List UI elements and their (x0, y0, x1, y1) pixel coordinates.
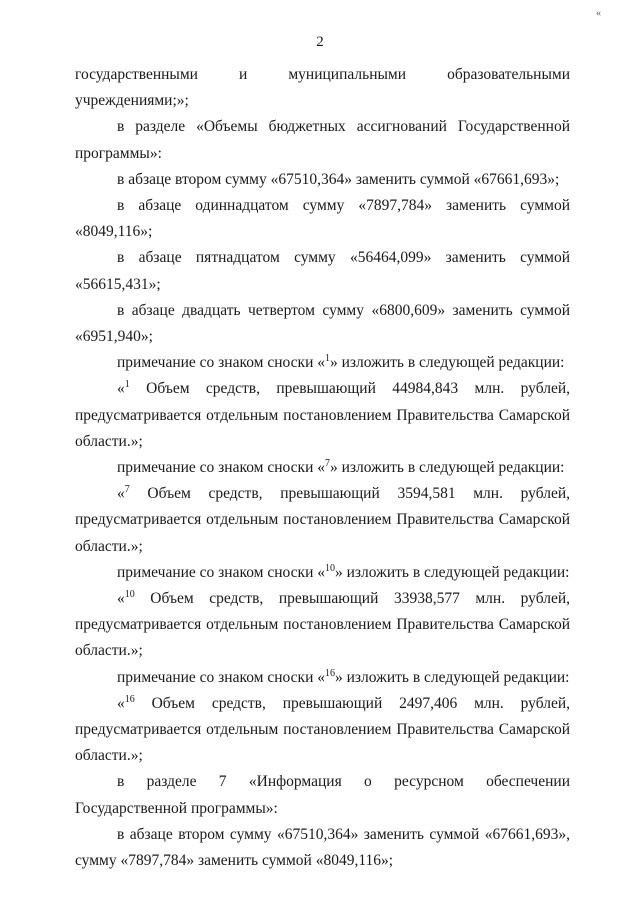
footnote-note-text: «$^1$ Объем средств, превышающий 44984,843 млн. рублей, предусматривается отдельным постановлением Правительства Самарской области.»; (75, 379, 570, 450)
paragraph-amendment: в абзаце двадцать четвертом сумму «6800,609» заменить суммой «6951,940»; (75, 301, 570, 346)
paragraph-amendment: в абзаце втором сумму «67510,364» заменить суммой «67661,693», сумму «7897,784» заменить суммой «8049,116»; (75, 825, 570, 870)
paragraph-amendment: в абзаце пятнадцатом сумму «56464,099» заменить суммой «56615,431»; (75, 249, 570, 293)
page-number: 2 (316, 34, 324, 50)
corner-mark: « (596, 8, 601, 19)
footnote-note-intro: примечание со знаком сноски «$^1$» изложить в следующей редакции: (117, 353, 565, 372)
paragraph-amendment: в абзаце втором сумму «67510,364» заменить суммой «67661,693»; (117, 170, 560, 188)
paragraph-continuation: государственными и муниципальными образовательными учреждениями;»; (75, 66, 570, 110)
footnote-note-intro: примечание со знаком сноски «$^7$» изложить в следующей редакции: (117, 457, 565, 477)
footnote-note-text: «$^{16}$ Объем средств, превышающий 2497,406 млн. рублей, предусматривается отдельным постановлением Правительства Самарской области.»; (75, 693, 570, 765)
footnote-note-intro: примечание со знаком сноски «$^{16}$» изложить в следующей редакции: (117, 667, 570, 686)
document-body (75, 62, 570, 874)
footnote-note-intro: примечание со знаком сноски «$^{10}$» изложить в следующей редакции: (117, 562, 570, 581)
paragraph-section-7: в разделе 7 «Информация о ресурсном обеспечении Государственной программы»: (75, 773, 570, 817)
footnote-note-text: «$^{10}$ Объем средств, превышающий 33938,577 млн. рублей, предусматривается отдельным постановлением Правительства Самарской области.»; (75, 588, 570, 660)
paragraph-amendment: в абзаце одиннадцатом сумму «7897,784» заменить суммой «8049,116»; (75, 197, 570, 241)
paragraph-section-volume: в разделе «Объемы бюджетных ассигнований Государственной программы»: (75, 118, 570, 162)
footnote-note-text: «$^7$ Объем средств, превышающий 3594,581 млн. рублей, предусматривается отдельным постановлением Правительства Самарской области.»; (75, 484, 570, 555)
